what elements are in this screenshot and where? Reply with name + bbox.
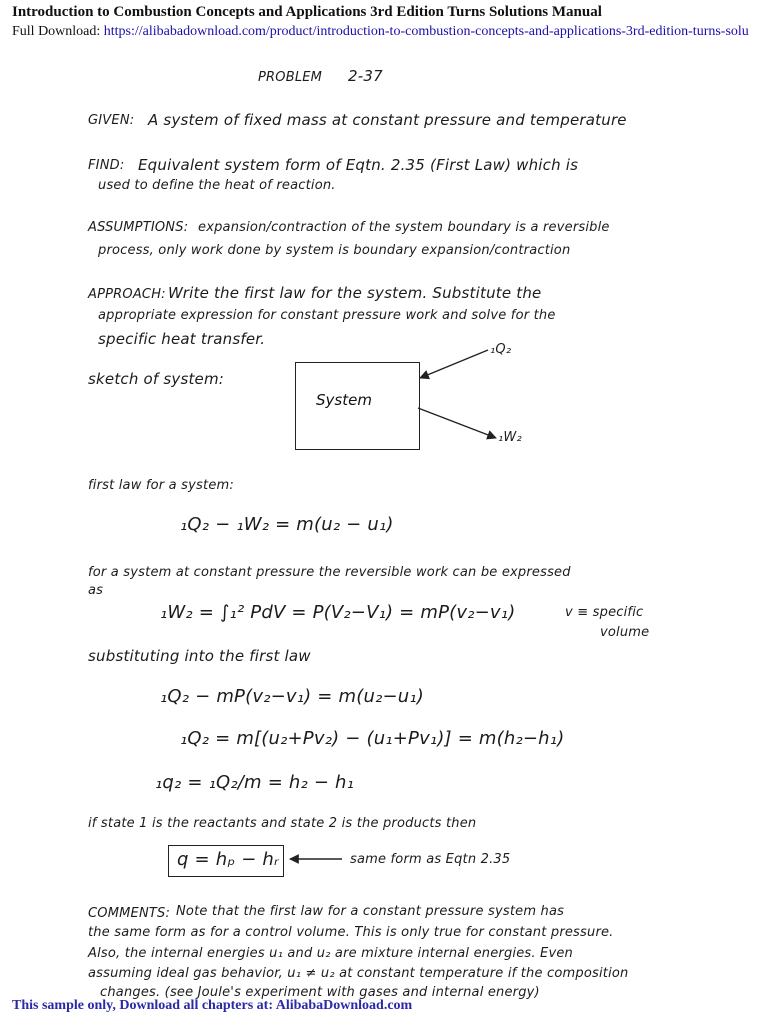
specific-volume-def-2: volume — [600, 625, 650, 640]
assumptions-label: ASSUMPTIONS: — [88, 220, 189, 235]
heat-arrow — [420, 350, 488, 378]
substituting-label: substituting into the first law — [88, 647, 311, 665]
assumptions-line-1: expansion/contraction of the system boundary is a reversible — [198, 220, 610, 235]
find-line-2: used to define the heat of reaction. — [98, 178, 336, 193]
approach-label: APPROACH: — [88, 287, 166, 302]
comments-label: COMMENTS: — [88, 906, 171, 921]
document-header-title: Introduction to Combustion Concepts and Applications 3rd Edition Turns Solutions Manual — [12, 4, 602, 20]
equation-work: ₁W₂ = ∫₁² PdV = P(V₂−V₁) = mP(v₂−v₁) — [160, 602, 516, 623]
work-line-1: for a system at constant pressure the reversible work can be expressed — [88, 565, 571, 580]
state-line: if state 1 is the reactants and state 2 is the products then — [88, 816, 477, 831]
work-arrow-label: ₁W₂ — [498, 430, 522, 445]
equation-enthalpy: ₁Q₂ = m[(u₂+Pv₂) − (u₁+Pv₁)] = m(h₂−h₁) — [180, 728, 565, 749]
sketch-label: sketch of system: — [88, 370, 225, 388]
approach-line-3: specific heat transfer. — [98, 330, 266, 348]
footer-download-note: This sample only, Download all chapters at: AlibabaDownload.com — [12, 998, 413, 1013]
find-line-1: Equivalent system form of Eqtn. 2.35 (First Law) which is — [138, 156, 579, 174]
given-label: GIVEN: — [88, 113, 135, 128]
download-link[interactable]: https://alibabadownload.com/product/introduction-to-combustion-concepts-and-applications-3rd-edition-turns-solu — [103, 24, 749, 39]
approach-line-2: appropriate expression for constant pressure work and solve for the — [98, 308, 556, 323]
boxed-equation: q = hₚ − hᵣ — [177, 849, 279, 870]
approach-line-1: Write the first law for the system. Substitute the — [168, 284, 542, 302]
comments-line-3: Also, the internal energies u₁ and u₂ are mixture internal energies. Even — [88, 946, 573, 961]
problem-heading: PROBLEM — [258, 70, 323, 85]
problem-number: 2-37 — [348, 67, 383, 85]
work-arrow — [418, 408, 496, 438]
assumptions-line-2: process, only work done by system is boundary expansion/contraction — [98, 243, 571, 258]
comments-line-2: the same form as for a control volume. This is only true for constant pressure. — [88, 925, 614, 940]
find-label: FIND: — [88, 158, 125, 173]
comments-line-4: assuming ideal gas behavior, u₁ ≠ u₂ at constant temperature if the composition — [88, 966, 629, 981]
equation-substituted: ₁Q₂ − mP(v₂−v₁) = m(u₂−u₁) — [160, 686, 425, 707]
equation-first-law: ₁Q₂ − ₁W₂ = m(u₂ − u₁) — [180, 514, 394, 535]
given-text: A system of fixed mass at constant pressure and temperature — [148, 111, 627, 129]
comments-line-5: changes. (see Joule's experiment with gases and internal energy) — [100, 985, 540, 1000]
first-law-label: first law for a system: — [88, 478, 234, 493]
work-line-2: as — [88, 583, 104, 598]
system-label: System — [316, 391, 372, 409]
heat-arrow-label: ₁Q₂ — [490, 342, 512, 357]
comments-line-1: Note that the first law for a constant pressure system has — [176, 904, 565, 919]
equation-specific-heat: ₁q₂ = ₁Q₂/m = h₂ − h₁ — [155, 772, 355, 793]
specific-volume-def-1: v ≡ specific — [565, 605, 644, 620]
download-prefix: Full Download: — [12, 24, 104, 39]
same-form-note: same form as Eqtn 2.35 — [350, 852, 511, 867]
